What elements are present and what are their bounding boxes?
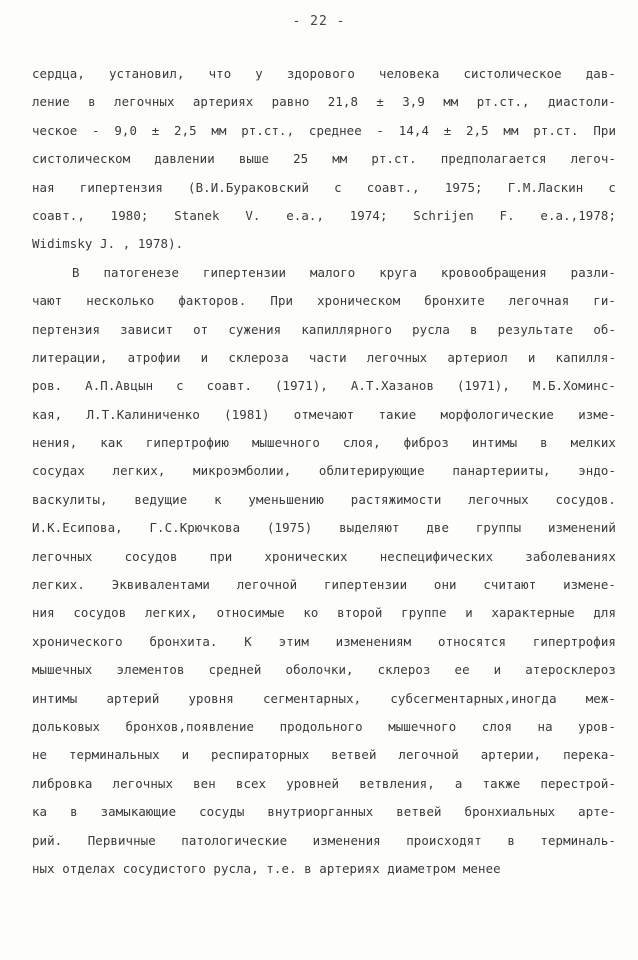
text-line: васкулиты, ведущие к уменьшению растяжимости легочных сосудов. [32,491,616,507]
page-number: - 22 - [292,14,346,29]
text-line: рий. Первичные патологические изменения происходят в терминаль- [32,832,616,848]
text-line: Widimsky J. , 1978). [32,236,184,252]
text-line: хронического бронхита. К этим изменениям относятся гипертрофия [32,633,616,649]
text-line: сосудах легких, микроэмболии, облитерирующие панартерииты, эндо- [32,463,616,479]
text-line: ров. А.П.Авцын с соавт. (1971), А.Т.Хазанов (1971), М.Б.Хоминс- [32,378,616,394]
text-line: нения, как гипертрофию мышечного слоя, фиброз интимы в мелких [32,435,616,451]
text-line: мышечных элементов средней оболочки, склероз ее и атеросклероз [32,662,616,678]
text-line: систолическом давлении выше 25 мм рт.ст. предполагается легоч- [32,151,616,167]
text-line: легких. Эквивалентами легочной гипертензии они считают измене- [32,577,616,593]
text-line: соавт., 1980; Stanek V. e.a., 1974; Schrijen F. e.a.,1978; [32,207,616,223]
text-line: легочных сосудов при хронических неспецифических заболеваниях [32,548,616,564]
document-body [32,60,616,883]
text-line: ная гипертензия (В.И.Бураковский с соавт., 1975; Г.М.Ласкин с [32,179,616,195]
text-line: кая, Л.Т.Калиниченко (1981) отмечают такие морфологические изме- [32,406,616,422]
text-line: дольковых бронхов,появление продольного мышечного слоя на уров- [32,718,616,734]
text-line: пертензия зависит от сужения капиллярного русла в результате об- [32,321,616,337]
text-line: либровка легочных вен всех уровней ветвления, а также перестрой- [32,775,616,791]
text-line: не терминальных и респираторных ветвей легочной артерии, перека- [32,747,616,763]
text-line: И.К.Есипова, Г.С.Крючкова (1975) выделяют две группы изменений [32,520,616,536]
text-line: В патогенезе гипертензии малого круга кровообращения разли- [72,264,616,280]
text-line: чают несколько факторов. При хроническом бронхите легочная ги- [32,293,616,309]
text-line: сердца, установил, что у здорового человека систолическое дав- [32,66,616,81]
text-line: литерации, атрофии и склероза части легочных артериол и капилля- [32,349,616,365]
text-line: ческое - 9,0 ± 2,5 мм рт.ст., среднее - 14,4 ± 2,5 мм рт.ст. При [32,122,616,138]
text-line: интимы артерий уровня сегментарных, субсегментарных,иногда меж- [32,690,616,706]
paragraph-2 [32,259,616,884]
text-line: ных отделах сосудистого русла, т.е. в артериях диаметром менее [32,860,501,876]
paragraph-1 [32,60,616,259]
text-line: ление в легочных артериях равно 21,8 ± 3,9 мм рт.ст., диастоли- [32,94,616,110]
text-line: ка в замыкающие сосуды внутриорганных ветвей бронхиальных арте- [32,804,616,820]
text-line: ния сосудов легких, относимые ко второй группе и характерные для [32,605,616,621]
